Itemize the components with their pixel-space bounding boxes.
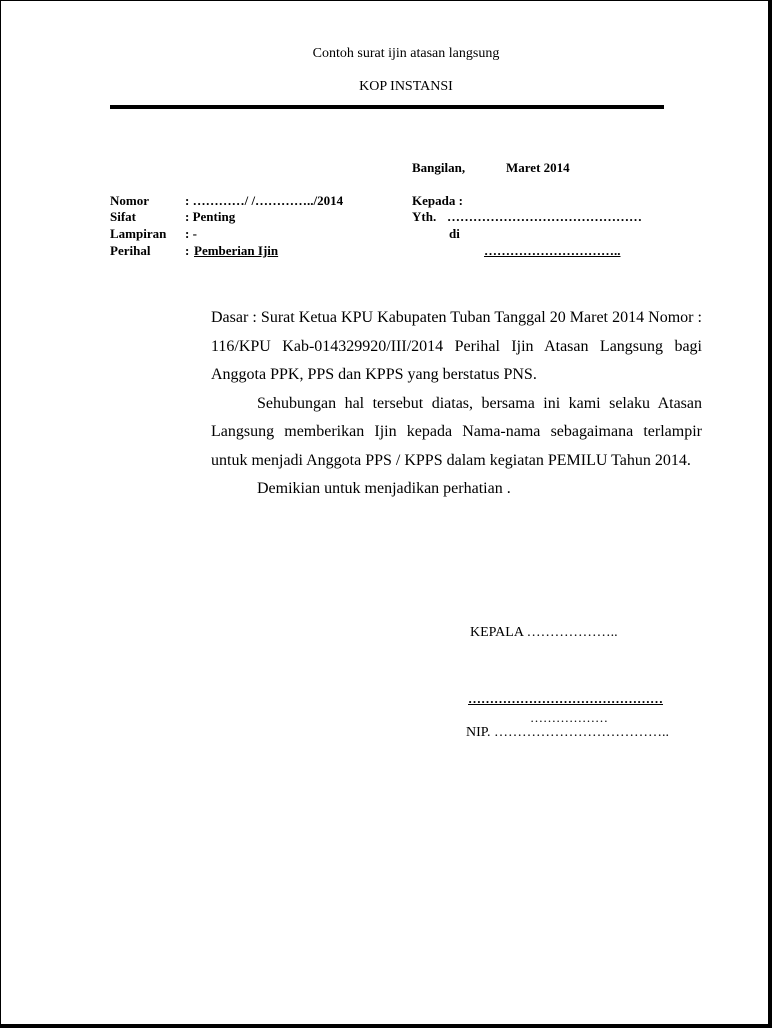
lampiran-label: Lampiran xyxy=(110,226,167,241)
signatory-name-dots: ……………………………………… xyxy=(468,691,663,706)
signatory-rank-dots: ……………… xyxy=(530,710,608,725)
nomor-value: : …………/ /…………../2014 xyxy=(185,193,344,208)
letter-body xyxy=(211,304,702,504)
date-label: Maret 2014 xyxy=(506,160,570,175)
perihal-label: Perihal xyxy=(110,243,151,258)
nip-label: NIP. ……………………………….. xyxy=(466,725,670,740)
perihal-value: Pemberian Ijin xyxy=(194,243,279,258)
sifat-label: Sifat xyxy=(110,209,136,224)
yth-label: Yth. xyxy=(412,209,437,224)
document-title: Contoh surat ijin atasan langsung xyxy=(312,46,500,61)
letterhead-kop: KOP INSTANSI xyxy=(359,79,453,94)
kepala-label: KEPALA ……………….. xyxy=(470,625,618,640)
body-paragraph-demikian: Demikian untuk menjadikan perhatian . xyxy=(257,480,511,497)
letterhead-divider xyxy=(110,105,664,109)
body-paragraph-sehubungan: Sehubungan hal tersebut diatas, bersama ini kami selaku Atasan Langsung memberikan Ijin kepada Nama-nama sebagaimana terlampir untuk menjadi Anggota PPS / KPPS dalam kegiatan PEMILU Tahun 2014. xyxy=(211,394,702,469)
body-paragraph-dasar: Dasar : Surat Ketua KPU Kabupaten Tuban Tanggal 20 Maret 2014 Nomor : 116/KPU Kab-014329920/III/2014 Perihal Ijin Atasan Langsung bagi Anggota PPK, PPS dan KPPS yang berstatus PNS. xyxy=(211,309,702,383)
di-dots: ………………………….. xyxy=(484,243,621,258)
sifat-value: : Penting xyxy=(185,209,236,224)
kepada-label: Kepada : xyxy=(412,193,463,208)
place-label: Bangilan, xyxy=(412,160,466,175)
perihal-colon: : xyxy=(185,243,190,258)
nomor-label: Nomor xyxy=(110,193,149,208)
lampiran-value: : - xyxy=(185,226,197,241)
yth-dots: ……………………………………… xyxy=(447,209,642,224)
di-label: di xyxy=(449,226,460,241)
